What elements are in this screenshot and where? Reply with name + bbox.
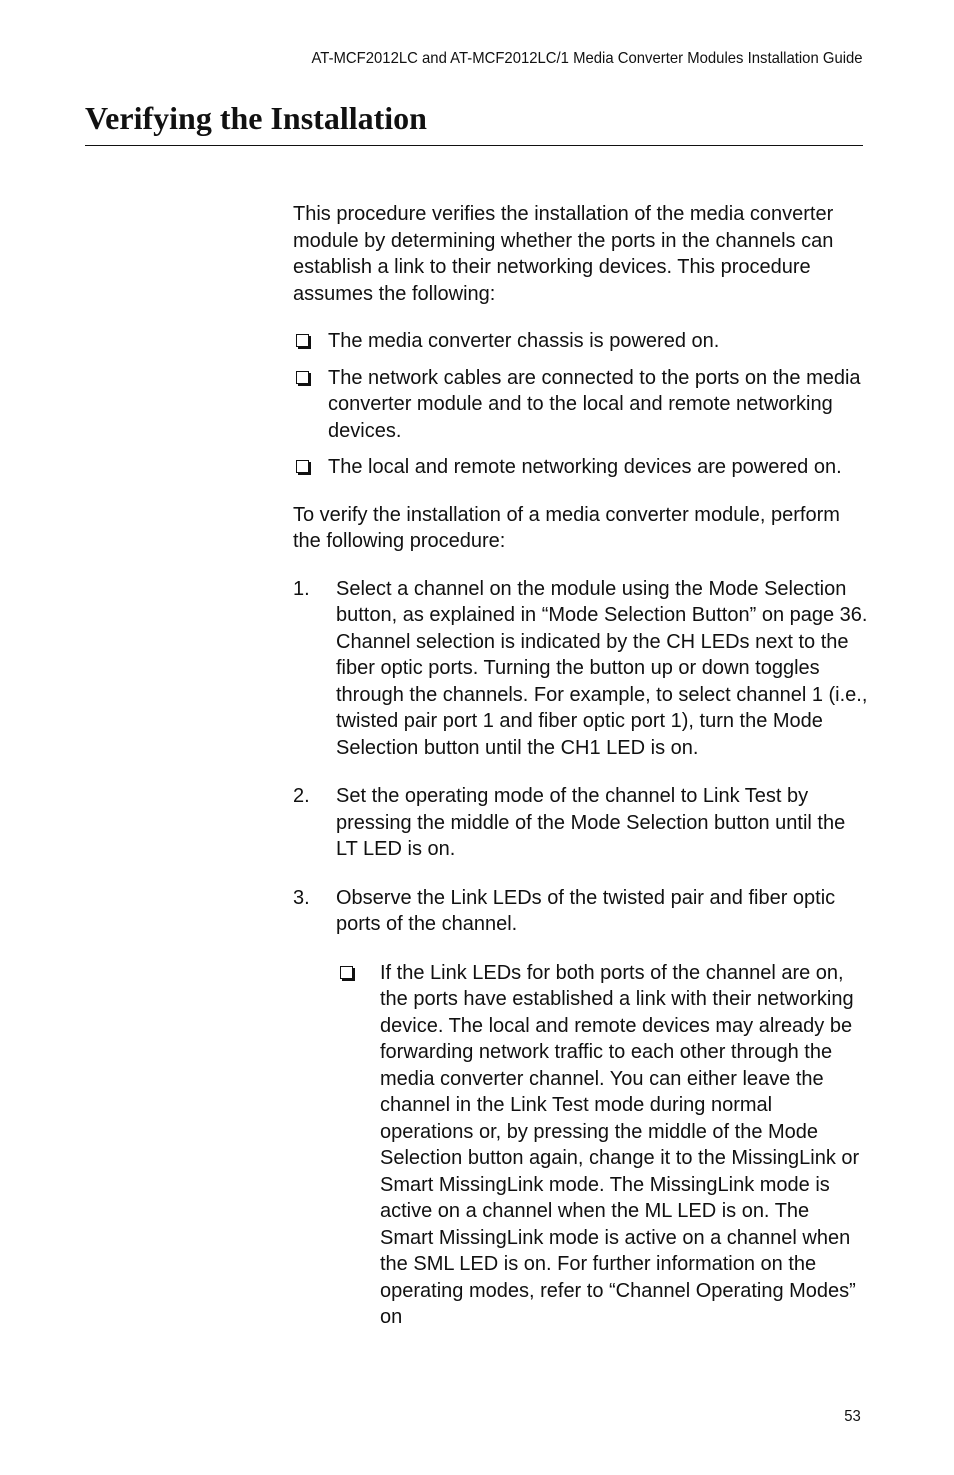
assumption-text: The local and remote networking devices are powered on. — [328, 456, 842, 478]
assumption-item — [293, 328, 868, 355]
assumption-item — [293, 365, 868, 445]
sub-bullet-text: If the Link LEDs for both ports of the channel are on, the ports have established a link with their networking device. The local and remote devices may already be forwarding network traffic to each other through the media converter channel. You can either leave the channel in the Link Test mode during normal operations or, by pressing the middle of the Mode Selection button again, change it to the MissingLink or Smart MissingLink mode. The MissingLink mode is active on a channel when the ML LED is on. The Smart MissingLink mode is active on a channel when the SML LED is on. For further information on the operating modes, refer to “Channel Operating Modes” on — [380, 961, 860, 1328]
page-title: Verifying the Installation — [85, 100, 427, 136]
checkbox-bullet-icon — [296, 334, 309, 347]
procedure-step — [293, 783, 868, 863]
checkbox-bullet-icon — [296, 460, 309, 473]
body-column — [293, 201, 868, 1331]
intro-paragraph: This procedure verifies the installation of the media converter module by determining whether the ports in the channels can establish a link to their networking devices. This procedure assumes the following: — [293, 203, 834, 305]
step-text: Select a channel on the module using the Mode Selection button, as explained in “Mode Selection Button” on page 36. Channel selection is indicated by the CH LEDs next to the fiber optic ports. Turning the button up or down toggles through the channels. For example, to select channel 1 (i.e., twisted pair port 1 and fiber optic port 1), turn the Mode Selection button until the CH1 LED is on. — [336, 577, 868, 759]
assumption-item — [293, 454, 868, 481]
step-sub-bullet — [336, 960, 868, 1331]
assumption-text: The media converter chassis is powered on. — [328, 330, 720, 352]
title-rule — [85, 145, 863, 146]
page-number: 53 — [844, 1408, 861, 1425]
checkbox-bullet-icon — [296, 371, 309, 384]
procedure-lead-in: To verify the installation of a media converter module, perform the following procedure: — [293, 503, 840, 552]
checkbox-bullet-icon — [340, 966, 353, 979]
step-number: 2. — [293, 785, 310, 807]
step-number: 1. — [293, 577, 310, 600]
step-number: 3. — [293, 886, 310, 909]
step-text: Observe the Link LEDs of the twisted pair and fiber optic ports of the channel. — [336, 886, 836, 935]
procedure-step — [293, 885, 868, 938]
step-text: Set the operating mode of the channel to Link Test by pressing the middle of the Mode Selection button until the LT LED is on. — [336, 785, 846, 860]
running-header: AT-MCF2012LC and AT-MCF2012LC/1 Media Converter Modules Installation Guide — [311, 50, 863, 67]
procedure-step — [293, 576, 868, 762]
assumption-text: The network cables are connected to the ports on the media converter module and to the local and remote networking devices. — [328, 366, 861, 442]
